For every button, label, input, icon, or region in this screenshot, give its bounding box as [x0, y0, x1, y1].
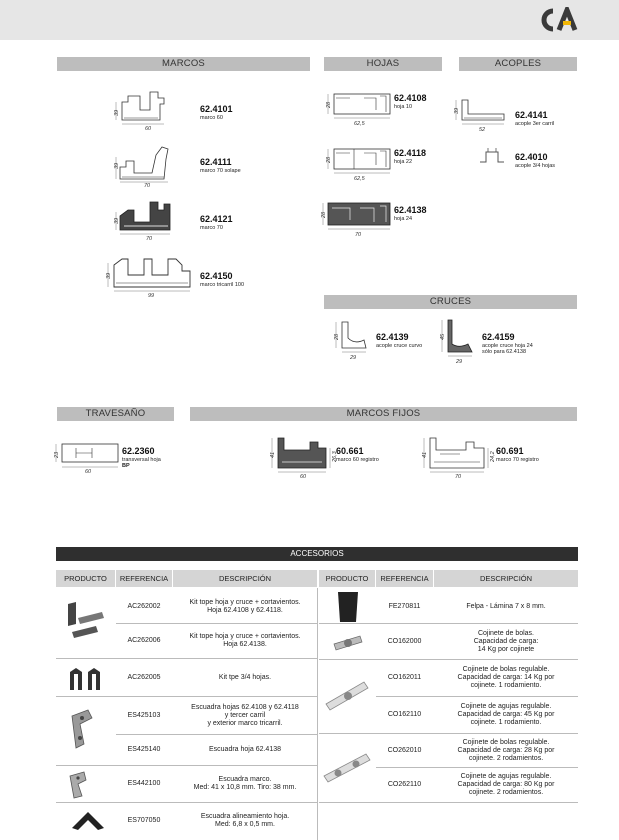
escuadra-hojas-image	[62, 704, 112, 754]
header-producto: PRODUCTO	[56, 570, 115, 587]
svg-text:60: 60	[85, 469, 92, 475]
product-62-4108	[324, 88, 444, 128]
acc-desc: Cojinete de bolas. Capacidad de carga: 14 Kg por cojinete	[473, 629, 539, 653]
brand-logo	[539, 7, 579, 33]
product-desc-2: BP	[122, 463, 130, 469]
svg-text:52: 52	[479, 127, 486, 133]
acc-ref: CO262110	[387, 781, 422, 788]
acc-ref: AC262005	[127, 673, 161, 681]
acc-ref: CO162011	[387, 674, 422, 681]
svg-text:39: 39	[454, 107, 460, 114]
product-desc: marco 70 solape	[200, 168, 241, 174]
product-code: 62.4111	[200, 157, 232, 167]
product-62-4121	[112, 200, 282, 245]
product-desc: hoja 24	[394, 216, 413, 222]
profile-drawing	[324, 143, 394, 183]
product-code: 62.4150	[200, 271, 233, 281]
svg-text:60: 60	[145, 126, 152, 132]
product-60-661	[266, 432, 406, 480]
acc-desc: Escuadra alineamiento hoja. Med: 6,8 x 0,5 mm.	[200, 813, 290, 828]
acc-ref: ES425140	[127, 746, 161, 753]
svg-text:41: 41	[270, 451, 276, 458]
profile-drawing	[420, 432, 496, 480]
felpa-image	[336, 590, 360, 624]
header-producto-2: PRODUCTO	[319, 570, 375, 587]
product-desc: transversal hoja	[122, 457, 161, 463]
acc-ref: CO162000	[387, 637, 422, 645]
svg-text:70: 70	[355, 232, 362, 238]
product-62-4138	[320, 198, 450, 238]
product-code: 62.4139	[376, 332, 409, 342]
header-referencia: REFERENCIA	[116, 570, 172, 587]
product-desc: hoja 22	[394, 159, 413, 165]
svg-text:39: 39	[114, 217, 120, 224]
product-desc: marco tricarril 100	[200, 282, 245, 288]
acc-ref: AC262006	[127, 637, 161, 644]
svg-text:29: 29	[350, 355, 357, 361]
acc-desc: Kit tpe 3/4 hojas.	[218, 673, 272, 681]
svg-text:45: 45	[440, 333, 446, 340]
section-marcos-fijos: MARCOS FIJOS	[190, 407, 577, 421]
acc-desc: Cojinete de agujas regulable. Capacidad de carga: 45 Kg por cojinete. 1 rodamiento.	[457, 703, 555, 726]
profile-drawing	[112, 145, 192, 190]
svg-text:39: 39	[106, 272, 112, 279]
section-marcos: MARCOS	[57, 57, 310, 71]
profile-drawing	[320, 198, 394, 238]
product-desc: marco 60	[200, 115, 223, 121]
profile-drawing	[112, 200, 192, 245]
svg-text:70: 70	[455, 474, 462, 480]
profile-drawing	[324, 88, 394, 128]
svg-text:28: 28	[334, 333, 340, 340]
profile-drawing	[330, 318, 375, 363]
profile-drawing	[436, 318, 481, 366]
product-desc: marco 70	[200, 225, 223, 231]
product-62-4101	[112, 88, 262, 133]
acc-desc: Cojinete de bolas regulable. Capacidad de carga: 14 Kg por cojinete. 1 rodamiento.	[457, 666, 555, 689]
product-desc: acople cruce curvo	[376, 343, 423, 349]
acc-ref: AC262002	[127, 602, 161, 610]
section-cruces: CRUCES	[324, 295, 577, 309]
product-code: 60.691	[496, 446, 524, 456]
divider	[317, 588, 318, 840]
product-desc: marco 60 registro	[336, 457, 379, 463]
product-code: 62.4141	[515, 110, 548, 120]
svg-text:26,3: 26,3	[332, 451, 338, 462]
svg-text:24,2: 24,2	[490, 451, 496, 462]
profile-drawing	[266, 432, 338, 480]
product-62-4010	[478, 148, 598, 178]
cojinete-regulable-image	[324, 676, 370, 716]
section-hojas: HOJAS	[324, 57, 442, 71]
profile-drawing	[52, 440, 122, 476]
escuadra-alineamiento-image	[70, 808, 106, 832]
profile-drawing	[102, 255, 202, 300]
divider	[319, 802, 578, 803]
header-descripcion-2: DESCRIPCIÓN	[434, 570, 578, 587]
header-descripcion: DESCRIPCIÓN	[173, 570, 317, 587]
escuadra-marco-image	[64, 768, 108, 800]
acc-desc: Escuadra marco. Med: 41 x 10,8 mm. Tiro: 38 mm.	[193, 776, 297, 791]
svg-text:70: 70	[144, 183, 151, 189]
acc-ref: FE270811	[388, 602, 421, 610]
product-code: 62.4121	[200, 214, 233, 224]
header-referencia-2: REFERENCIA	[376, 570, 433, 587]
product-code: 60.661	[336, 446, 364, 456]
product-code: 62.4101	[200, 104, 233, 114]
product-desc: marco 70 registro	[496, 457, 539, 463]
product-62-4139	[330, 318, 450, 363]
svg-text:39: 39	[114, 162, 120, 169]
product-desc-2: sólo para 62.4138	[482, 349, 527, 355]
product-code: 62.4138	[394, 205, 427, 215]
svg-text:28: 28	[326, 156, 332, 163]
product-desc: acople 3er carril	[515, 121, 555, 127]
svg-text:29: 29	[456, 359, 463, 365]
svg-text:62,5: 62,5	[354, 176, 365, 182]
acc-ref: CO162110	[387, 711, 422, 718]
acc-ref: ES425103	[127, 711, 161, 719]
svg-text:62,5: 62,5	[354, 121, 365, 127]
product-desc: hoja 10	[394, 104, 413, 110]
svg-text:28: 28	[321, 211, 327, 218]
acc-desc: Kit tope hoja y cruce + cortavientos. Hoja 62.4138.	[189, 633, 301, 648]
cojinete-doble-image	[322, 746, 372, 786]
top-bar	[0, 0, 619, 40]
product-code: 62.4010	[515, 152, 548, 162]
svg-text:28: 28	[326, 101, 332, 108]
kit-tope-image	[62, 598, 110, 640]
product-62-2360	[52, 440, 192, 480]
product-code: 62.4118	[394, 148, 427, 158]
product-62-4150	[102, 255, 292, 300]
profile-drawing	[112, 88, 192, 133]
product-desc: acople 3/4 hojas	[515, 163, 556, 169]
acc-desc: Felpa - Lámina 7 x 8 mm.	[466, 602, 546, 610]
cojinete-bolas-image	[330, 630, 366, 654]
acc-desc: Cojinete de bolas regulable. Capacidad de carga: 28 Kg por cojinete. 2 rodamientos.	[457, 738, 555, 762]
accesorios-title: ACCESORIOS	[56, 547, 578, 561]
svg-text:60: 60	[300, 474, 307, 480]
acc-ref: CO262010	[387, 746, 422, 754]
product-desc: acople cruce hoja 24	[482, 343, 533, 349]
product-code: 62.2360	[122, 446, 155, 456]
acc-desc: Cojinete de agujas regulable. Capacidad de carga: 80 Kg por cojinete. 2 rodamientos.	[457, 773, 555, 796]
product-62-4141	[452, 92, 592, 137]
product-code: 62.4108	[394, 93, 427, 103]
svg-text:99: 99	[148, 293, 155, 299]
acc-desc: Escuadra hojas 62.4108 y 62.4118 y tercer carril y exterior marco tricarril.	[191, 703, 299, 727]
product-code: 62.4159	[482, 332, 515, 342]
profile-drawing	[478, 148, 508, 168]
acc-desc: Kit tope hoja y cruce + cortavientos. Hoja 62.4108 y 62.4118.	[189, 598, 301, 614]
acc-ref: ES442100	[127, 780, 161, 787]
svg-text:70: 70	[146, 236, 153, 242]
product-62-4111	[112, 145, 282, 190]
svg-text:23: 23	[54, 451, 60, 458]
profile-drawing	[452, 92, 512, 137]
svg-text:41: 41	[422, 451, 428, 458]
acc-desc: Escuadra hoja 62.4138	[209, 746, 281, 753]
product-62-4159	[436, 318, 586, 366]
section-acoples: ACOPLES	[459, 57, 577, 71]
section-travesano: TRAVESAÑO	[57, 407, 174, 421]
svg-text:39: 39	[114, 109, 120, 116]
kit-tope-3-4-image	[66, 664, 110, 692]
acc-ref: ES707050	[127, 817, 161, 824]
product-62-4118	[324, 143, 444, 183]
product-60-691	[420, 432, 570, 480]
